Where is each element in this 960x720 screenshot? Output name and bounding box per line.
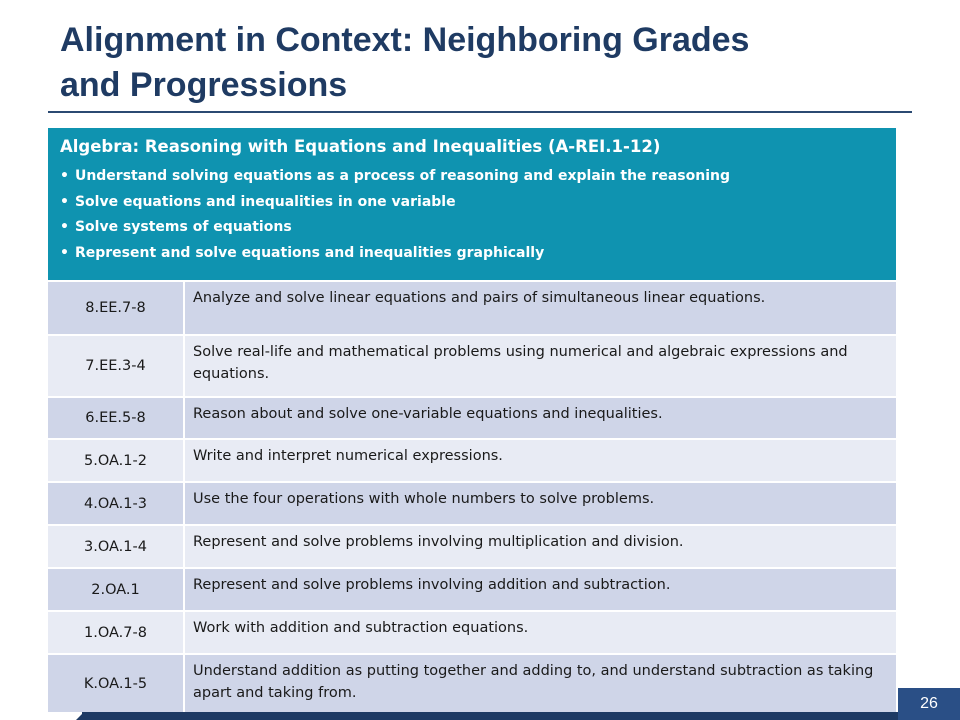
standard-code: 3.OA.1-4 bbox=[48, 526, 185, 567]
standard-code: K.OA.1-5 bbox=[48, 655, 185, 712]
bullet-icon: • bbox=[60, 244, 69, 261]
header-bullet: • Represent and solve equations and inequalities graphically bbox=[60, 244, 545, 261]
standard-code: 5.OA.1-2 bbox=[48, 440, 185, 481]
standard-code: 2.OA.1 bbox=[48, 569, 185, 610]
table-row bbox=[48, 396, 896, 438]
header-bullet: • Solve systems of equations bbox=[60, 219, 292, 235]
slide-title-line-2: and Progressions bbox=[60, 66, 348, 104]
header-bullet: • Understand solving equations as a process of reasoning and explain the reasoning bbox=[60, 168, 730, 184]
header-bullet: • Solve equations and inequalities in one variable bbox=[60, 193, 456, 210]
standard-description: Use the four operations with whole numbers to solve problems. bbox=[185, 483, 896, 524]
standard-description: Reason about and solve one-variable equations and inequalities. bbox=[185, 398, 896, 438]
standard-description: Represent and solve problems involving multiplication and division. bbox=[185, 526, 896, 567]
standard-description: Represent and solve problems involving addition and subtraction. bbox=[185, 569, 896, 610]
table-row bbox=[48, 653, 896, 712]
standard-code: 1.OA.7-8 bbox=[48, 612, 185, 653]
table-row bbox=[48, 438, 896, 481]
table-row bbox=[48, 567, 896, 610]
table-row bbox=[48, 481, 896, 524]
standard-code: 6.EE.5-8 bbox=[48, 398, 185, 438]
table-row bbox=[48, 610, 896, 653]
standard-code: 4.OA.1-3 bbox=[48, 483, 185, 524]
table-header bbox=[48, 128, 896, 280]
standard-description: Analyze and solve linear equations and pairs of simultaneous linear equations. bbox=[185, 282, 896, 334]
table-row bbox=[48, 334, 896, 396]
table-row bbox=[48, 280, 896, 334]
standard-description: Work with addition and subtraction equations. bbox=[185, 612, 896, 653]
standard-code: 7.EE.3-4 bbox=[48, 336, 185, 396]
standard-description: Write and interpret numerical expressions. bbox=[185, 440, 896, 481]
page-number: 26 bbox=[898, 688, 960, 720]
slide-title-line-1: Alignment in Context: Neighboring Grades bbox=[60, 21, 750, 59]
standard-description: Understand addition as putting together and adding to, and understand subtraction as taking apart and taking from. bbox=[185, 655, 896, 712]
table-row bbox=[48, 524, 896, 567]
header-title: Algebra: Reasoning with Equations and Inequalities (A-REI.1-12) bbox=[60, 137, 661, 156]
bullet-icon: • bbox=[60, 168, 69, 184]
standards-table bbox=[48, 128, 896, 712]
bullet-icon: • bbox=[60, 193, 69, 210]
standard-description: Solve real-life and mathematical problems using numerical and algebraic expressions and equations. bbox=[185, 336, 896, 396]
slide-title bbox=[60, 18, 920, 108]
title-divider bbox=[48, 111, 912, 113]
header-bullet-list bbox=[60, 164, 884, 266]
bullet-icon: • bbox=[60, 219, 69, 235]
footer-bar bbox=[82, 712, 960, 720]
standard-code: 8.EE.7-8 bbox=[48, 282, 185, 334]
